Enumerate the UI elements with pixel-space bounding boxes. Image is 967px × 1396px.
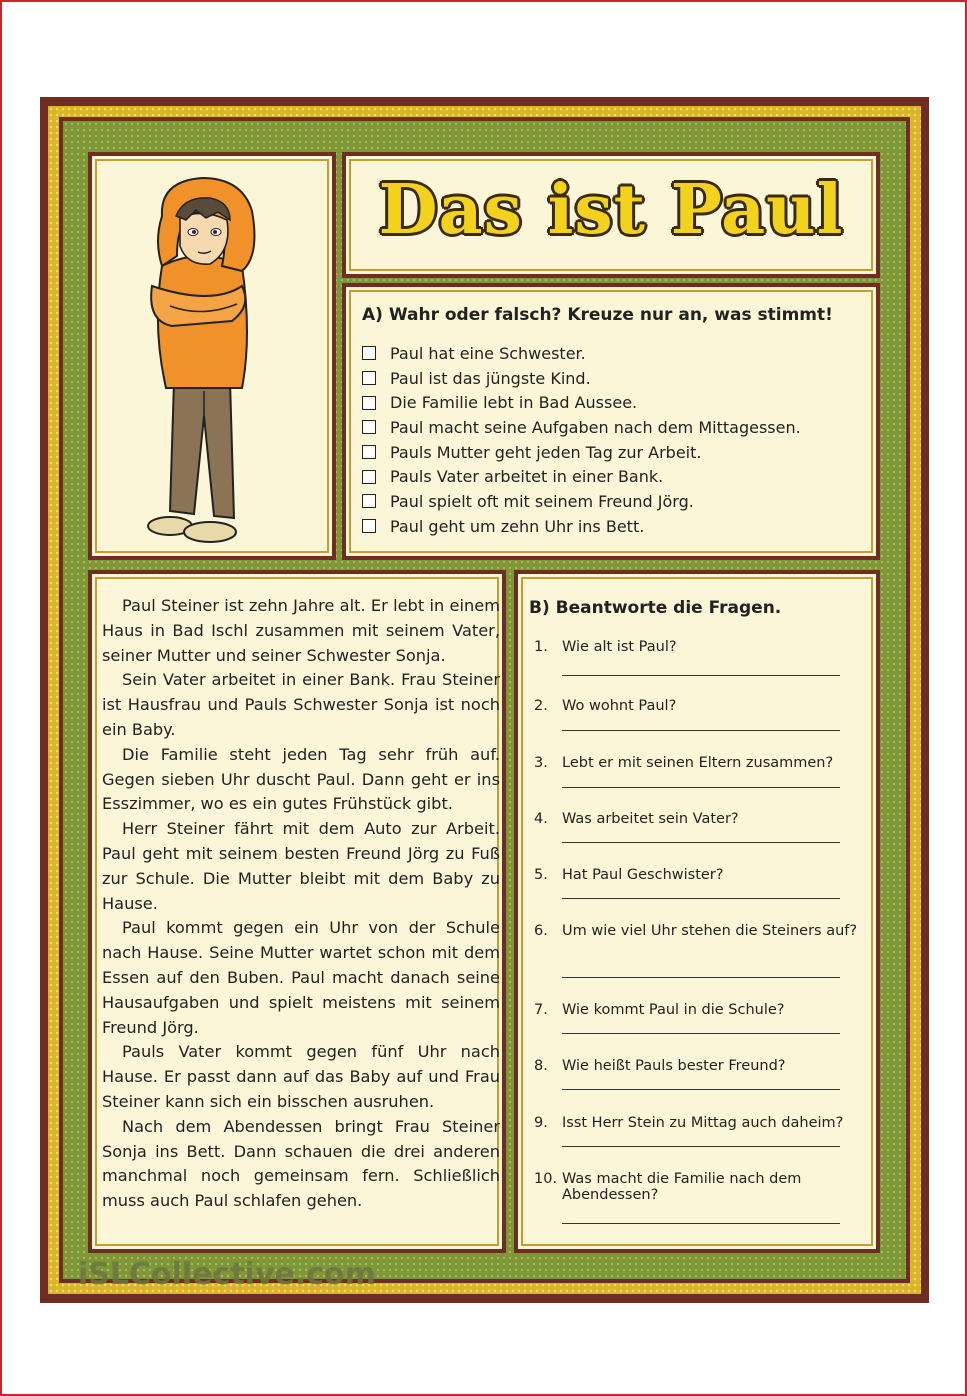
question-item <box>534 1115 864 1171</box>
checkbox[interactable] <box>362 470 376 484</box>
question-text: Lebt er mit seinen Eltern zusammen? <box>562 755 834 771</box>
story-paragraph: Sein Vater arbeitet in einer Bank. Frau Steiner ist Hausfrau und Pauls Schwester Sonja ist noch ein Baby. <box>102 670 500 739</box>
answer-line[interactable] <box>562 675 840 676</box>
question-text: Wie kommt Paul in die Schule? <box>562 1002 785 1018</box>
answer-line[interactable] <box>562 1223 840 1224</box>
checkbox[interactable] <box>362 420 376 434</box>
question-number: 2. <box>534 698 548 714</box>
question-item <box>534 1058 864 1115</box>
checkbox[interactable] <box>362 494 376 508</box>
true-false-item[interactable]: Paul hat eine Schwester. <box>362 341 801 366</box>
story-paragraph: Paul kommt gegen ein Uhr von der Schule nach Hause. Seine Mutter wartet schon mit dem Essen auf den Buben. Paul macht danach seine Hausaufgaben und spielt meistens mit seinem Freund Jörg. <box>102 918 500 1037</box>
question-item <box>534 755 864 811</box>
answer-line[interactable] <box>562 842 840 843</box>
story-paragraph: Pauls Vater kommt gegen fünf Uhr nach Hause. Er passt dann auf das Baby auf und Frau Steiner kann sich ein bisschen ausruhen. <box>102 1042 500 1111</box>
question-text: Was macht die Familie nach dem Abendessen? <box>562 1171 802 1203</box>
checkbox[interactable] <box>362 445 376 459</box>
question-number: 4. <box>534 811 548 827</box>
checkbox[interactable] <box>362 519 376 533</box>
answer-line[interactable] <box>562 1033 840 1034</box>
true-false-panel <box>342 283 880 560</box>
true-false-item[interactable]: Pauls Vater arbeitet in einer Bank. <box>362 464 801 489</box>
question-item <box>534 639 864 698</box>
boy-illustration <box>92 156 332 556</box>
checkbox[interactable] <box>362 371 376 385</box>
question-item <box>534 1171 864 1241</box>
true-false-item[interactable]: Die Familie lebt in Bad Aussee. <box>362 390 801 415</box>
question-item <box>534 1002 864 1058</box>
question-item <box>534 698 864 755</box>
question-text: Um wie viel Uhr stehen die Steiners auf? <box>562 923 858 939</box>
question-text: Wie alt ist Paul? <box>562 639 677 655</box>
story-text <box>102 594 500 1214</box>
story-panel <box>88 570 506 1253</box>
question-number: 1. <box>534 639 548 655</box>
checkbox[interactable] <box>362 346 376 360</box>
true-false-item[interactable]: Paul spielt oft mit seinem Freund Jörg. <box>362 489 801 514</box>
question-text: Was arbeitet sein Vater? <box>562 811 739 827</box>
checkbox[interactable] <box>362 396 376 410</box>
question-number: 5. <box>534 867 548 883</box>
questions-list <box>534 639 864 1241</box>
answer-line[interactable] <box>562 977 840 978</box>
question-number: 3. <box>534 755 548 771</box>
answer-line[interactable] <box>562 787 840 788</box>
question-number: 6. <box>534 923 548 939</box>
question-text: Wo wohnt Paul? <box>562 698 677 714</box>
story-paragraph: Nach dem Abendessen bringt Frau Steiner Sonja ins Bett. Dann schauen die drei anderen manchmal noch gemeinsam fern. Schließlich muss auch Paul schlafen gehen. <box>102 1116 500 1211</box>
question-text: Isst Herr Stein zu Mittag auch daheim? <box>562 1115 844 1131</box>
question-number: 10. <box>534 1171 558 1187</box>
question-item <box>534 811 864 867</box>
question-number: 7. <box>534 1002 548 1018</box>
true-false-list <box>362 341 801 539</box>
question-item <box>534 923 864 1002</box>
true-false-item[interactable]: Paul geht um zehn Uhr ins Bett. <box>362 514 801 539</box>
true-false-heading: A) Wahr oder falsch? Kreuze nur an, was stimmt! <box>362 305 833 325</box>
question-number: 9. <box>534 1115 548 1131</box>
page-title: Das ist Paul <box>378 170 844 250</box>
question-number: 8. <box>534 1058 548 1074</box>
answer-line[interactable] <box>562 898 840 899</box>
answer-line[interactable] <box>562 1146 840 1147</box>
answer-line[interactable] <box>562 1089 840 1090</box>
answer-line[interactable] <box>562 730 840 731</box>
story-paragraph: Paul Steiner ist zehn Jahre alt. Er lebt in einem Haus in Bad Ischl zusammen mit seinem Vater, seiner Mutter und seiner Schwester Sonja. <box>102 596 500 665</box>
true-false-item[interactable]: Pauls Mutter geht jeden Tag zur Arbeit. <box>362 440 801 465</box>
title-panel <box>342 152 880 278</box>
story-paragraph: Herr Steiner fährt mit dem Auto zur Arbeit. Paul geht mit seinem besten Freund Jörg zu Fuß zur Schule. Die Mutter bleibt mit dem Baby zu Hause. <box>102 819 500 913</box>
questions-heading: B) Beantworte die Fragen. <box>529 598 782 618</box>
question-text: Wie heißt Pauls bester Freund? <box>562 1058 786 1074</box>
illustration-panel <box>88 152 336 560</box>
watermark-logo: iSLCollective.com <box>78 1257 376 1292</box>
true-false-item[interactable]: Paul macht seine Aufgaben nach dem Mittagessen. <box>362 415 801 440</box>
question-item <box>534 867 864 923</box>
question-text: Hat Paul Geschwister? <box>562 867 724 883</box>
true-false-item[interactable]: Paul ist das jüngste Kind. <box>362 366 801 391</box>
story-paragraph: Die Familie steht jeden Tag sehr früh auf. Gegen sieben Uhr duscht Paul. Dann geht er ins Esszimmer, wo es ein gutes Frühstück gibt. <box>102 744 500 814</box>
questions-panel <box>514 570 880 1253</box>
